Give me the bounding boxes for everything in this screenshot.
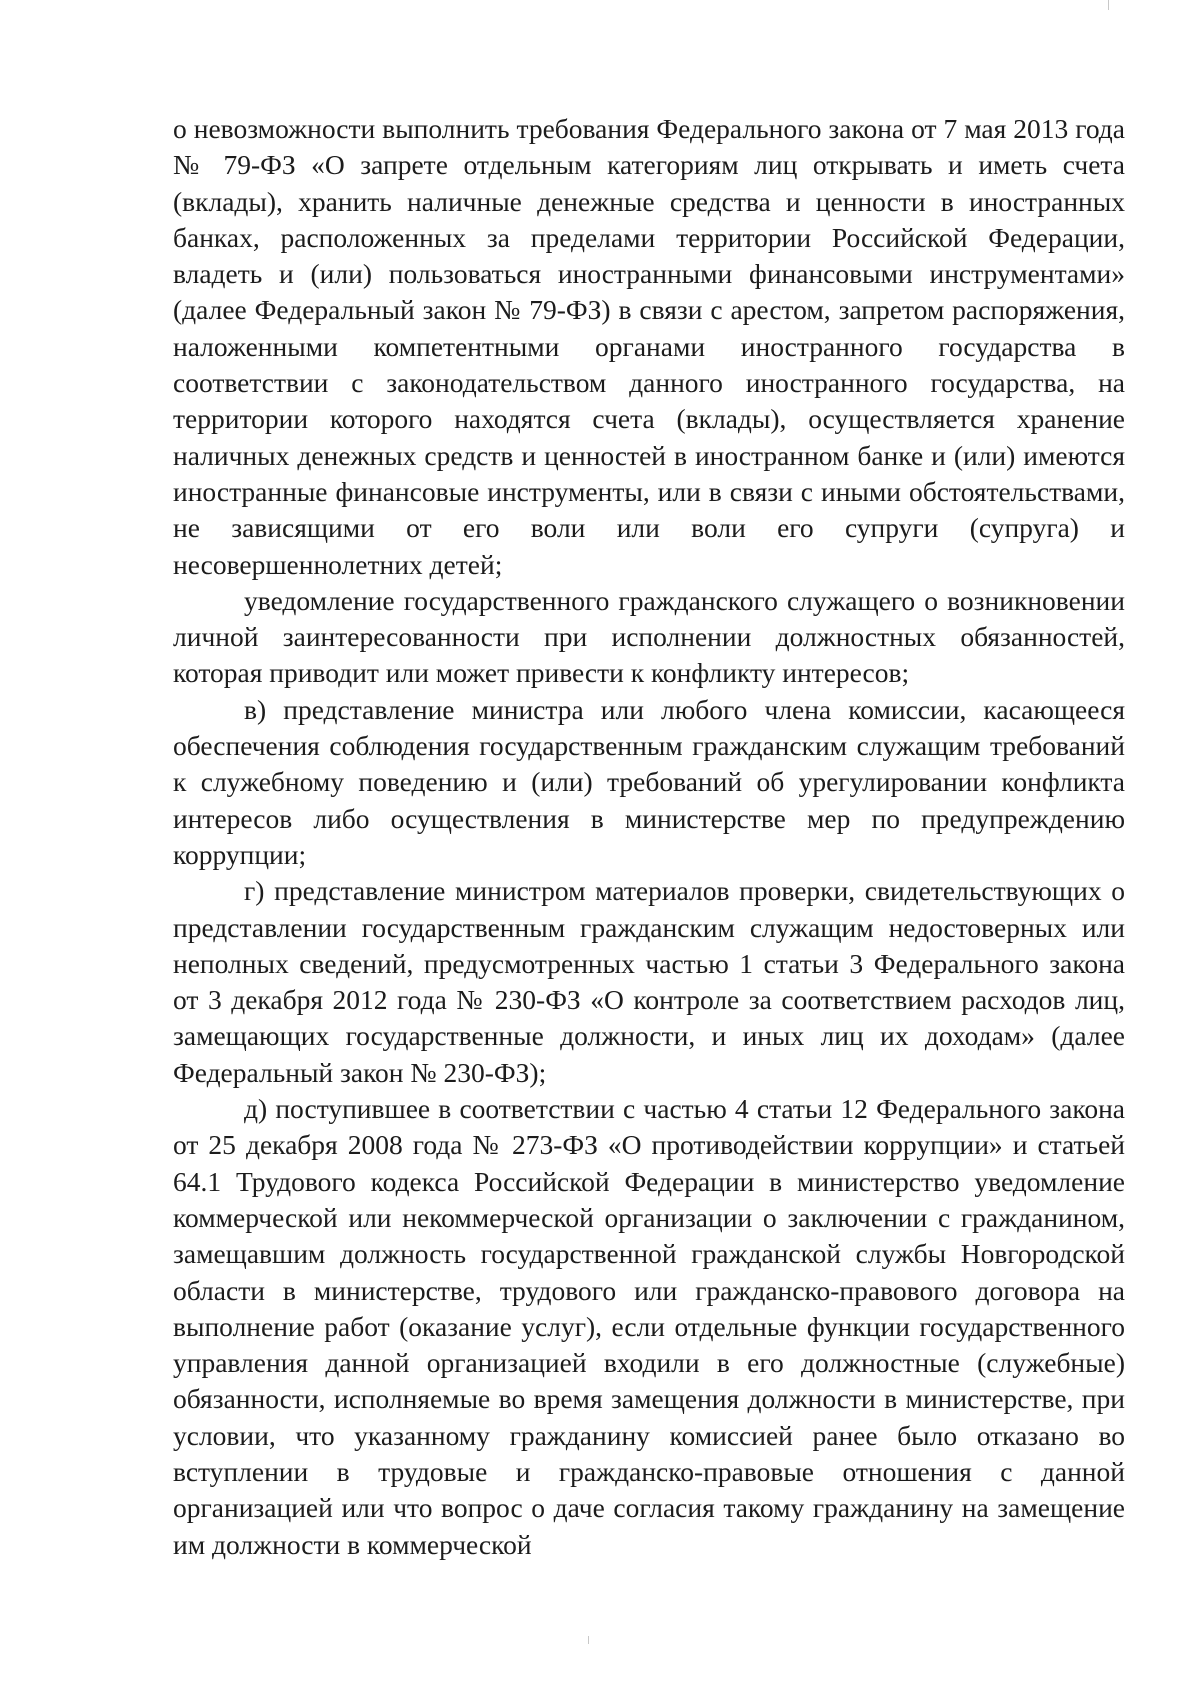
paragraph-notification: уведомление государственного гражданского служащего о возникновении личной заинтересованности при исполнении должностных обязанностей, которая приводит или может привести к конфликту интересов; [173, 584, 1125, 689]
document-body [173, 111, 1125, 1563]
paragraph-item-d: д) поступившее в соответствии с частью 4 статьи 12 Федерального закона от 25 декабря 2008 года № 273-ФЗ «О противодействии коррупции» и статьей 64.1 Трудового кодекса Российской Федерации в министерство уведомление коммерческой или некоммерческой организации о заключении с гражданином, замещавшим должность государственной гражданской службы Новгородской области в министерстве, трудового или гражданско-правового договора на выполнение работ (оказание услуг), если отдельные функции государственного управления данной организацией входили в его должностные (служебные) обязанности, исполняемые во время замещения должности в министерстве, при условии, что указанному гражданину комиссией ранее было отказано во вступлении в трудовые и гражданско-правовые отношения с данной организацией или что вопрос о даче согласия такому гражданину на замещение им должности в коммерческой [173, 1093, 1125, 1560]
paragraph-intro-continuation: о невозможности выполнить требования Федерального закона от 7 мая 2013 года № 79-ФЗ «О запрете отдельным категориям лиц открывать и иметь счета (вклады), хранить наличные денежные средства и ценности в иностранных банках, расположенных за пределами территории Российской Федерации, владеть и (или) пользоваться иностранными финансовыми инструментами» (далее Федеральный закон № 79-ФЗ) в связи с арестом, запретом распоряжения, наложенными компетентными органами иностранного государства в соответствии с законодательством данного иностранного государства, на территории которого находятся счета (вклады), осуществляется хранение наличных денежных средств и ценностей в иностранном банке и (или) имеются иностранные финансовые инструменты, или в связи с иными обстоятельствами, не зависящими от его воли или воли его супруги (супруга) и несовершеннолетних детей; [173, 113, 1125, 580]
scan-artifact-top [1108, 0, 1109, 10]
paragraph-item-g: г) представление министром материалов проверки, свидетельствующих о представлении государственным гражданским служащим недостоверных или неполных сведений, предусмотренных частью 1 статьи 3 Федерального закона от 3 декабря 2012 года № 230-ФЗ «О контроле за соответствием расходов лиц, замещающих государственные должности, и иных лиц их доходам» (далее Федеральный закон № 230-ФЗ); [173, 875, 1125, 1088]
paragraph-item-v: в) представление министра или любого члена комиссии, касающееся обеспечения соблюдения государственным гражданским служащим требований к служебному поведению и (или) требований об урегулировании конфликта интересов либо осуществления в министерстве мер по предупреждению коррупции; [173, 693, 1125, 870]
scan-artifact-bottom [588, 1636, 589, 1644]
